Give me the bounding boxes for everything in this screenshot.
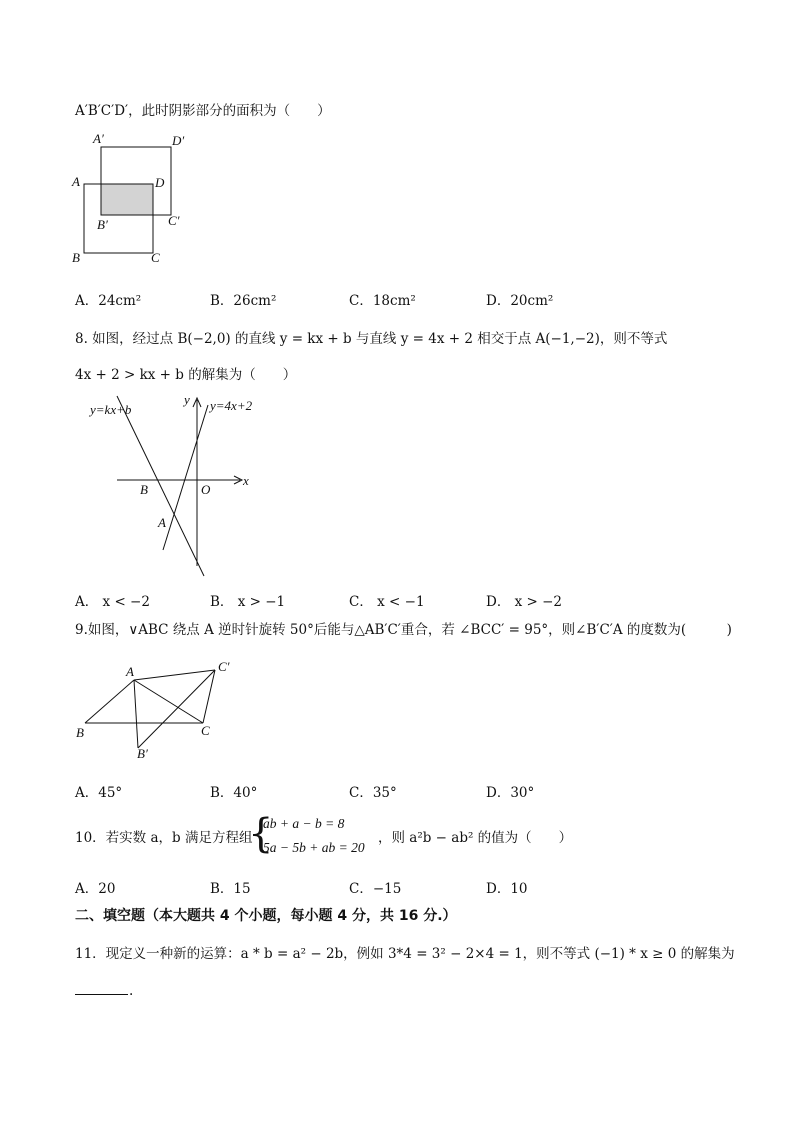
label-line-kx-b: y=kx+b xyxy=(90,402,132,417)
label-B: B xyxy=(140,482,148,497)
q9-option-c[interactable]: C．35° xyxy=(349,785,397,801)
label-B1: B′ xyxy=(97,217,108,232)
q7-option-d[interactable]: D．20cm² xyxy=(486,293,554,309)
label-line-4x-2: y=4x+2 xyxy=(210,398,253,413)
answer-blank[interactable] xyxy=(75,994,128,995)
q10-equation-1: ab + a − b = 8 xyxy=(263,816,345,831)
q7-text: A′B′C′D′，此时阴影部分的面积为（ ） xyxy=(75,103,331,119)
q7-option-a[interactable]: A．24cm² xyxy=(75,293,142,309)
segment-A-B1 xyxy=(134,680,138,748)
q8-stem-line2: 4x + 2 > kx + b 的解集为（ ） xyxy=(75,367,297,383)
q8-option-d[interactable]: D． x > −2 xyxy=(486,594,563,610)
q10-option-a[interactable]: A．20 xyxy=(75,881,116,897)
label-B1: B′ xyxy=(137,746,148,761)
label-C: C xyxy=(151,250,160,265)
section-heading: 二、填空题（本大题共 4 个小题，每小题 4 分，共 16 分.） xyxy=(75,908,457,924)
label-x: x xyxy=(243,473,249,488)
label-y: y xyxy=(184,392,190,407)
label-C: C xyxy=(201,723,210,738)
label-D: D xyxy=(155,175,165,190)
q8-option-c[interactable]: C． x < −1 xyxy=(349,594,425,610)
q7-option-c[interactable]: C．18cm² xyxy=(349,293,416,309)
label-A: A xyxy=(72,174,80,189)
q10-prefix: 10．若实数 a，b 满足方程组 xyxy=(75,830,253,846)
q8-option-b[interactable]: B． x > −1 xyxy=(210,594,286,610)
q11-stem: 11．现定义一种新的运算：a * b = a² − 2b，例如 3*4 = 3² − 2×4 = 1，则不等式 (−1) * x ≥ 0 的解集为 xyxy=(75,946,735,962)
q10-option-c[interactable]: C．−15 xyxy=(349,881,402,897)
label-B: B xyxy=(76,725,84,740)
q7-option-b[interactable]: B．26cm² xyxy=(210,293,277,309)
label-O: O xyxy=(201,482,211,497)
label-D1: D′ xyxy=(172,133,185,148)
q10-option-d[interactable]: D．10 xyxy=(486,881,528,897)
segment-A-B xyxy=(85,680,134,723)
label-C1: C′ xyxy=(168,213,180,228)
label-A: A xyxy=(158,515,166,530)
q9-option-d[interactable]: D．30° xyxy=(486,785,535,801)
q8-option-a[interactable]: A． x < −2 xyxy=(75,594,150,610)
segment-A-C1 xyxy=(134,670,215,680)
system-brace: { xyxy=(248,811,274,857)
segment-C-C1 xyxy=(203,670,215,723)
q10-option-b[interactable]: B．15 xyxy=(210,881,251,897)
q10-equation-2: 5a − 5b + ab = 20 xyxy=(263,840,365,855)
label-B: B xyxy=(72,250,80,265)
q9-option-a[interactable]: A．45° xyxy=(75,785,123,801)
label-A: A xyxy=(126,664,134,679)
q10-suffix: ，则 a²b − ab² 的值为（ ） xyxy=(378,830,573,846)
q11-end: . xyxy=(129,983,134,999)
q9-stem: 9.如图，∨ABC 绕点 A 逆时针旋转 50°后能与△AB′C′重合，若 ∠BCC′ = 95°，则∠B′C′A 的度数为( ) xyxy=(75,622,732,638)
q8-stem-line1: 8. 如图，经过点 B(−2,0) 的直线 y = kx + b 与直线 y = 4x + 2 相交于点 A(−1,−2)，则不等式 xyxy=(75,331,668,347)
label-C1: C′ xyxy=(218,659,230,674)
label-A1: A′ xyxy=(93,131,104,146)
q9-option-b[interactable]: B．40° xyxy=(210,785,258,801)
